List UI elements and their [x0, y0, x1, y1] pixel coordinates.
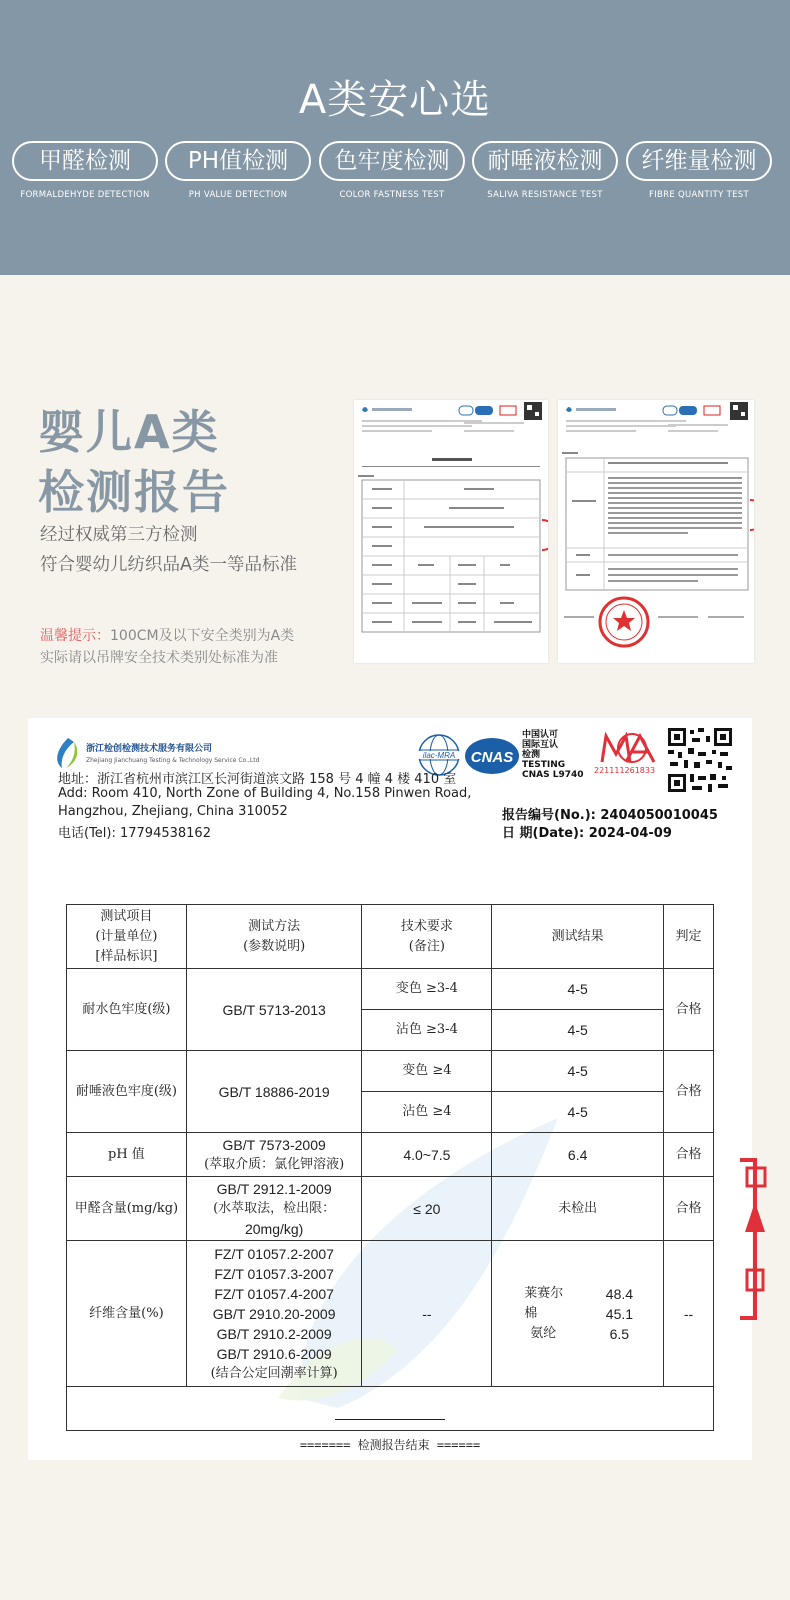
- address-en-line1: Add: Room 410, North Zone of Building 4, No.158 Pinwen Road,: [58, 786, 472, 801]
- pill-sub-ph: PH VALUE DETECTION: [188, 190, 288, 200]
- pill-ph: PH值检测: [165, 141, 311, 181]
- hcho-res: 未检出: [492, 1177, 664, 1241]
- fibre-result-name: 莱赛尔: [524, 1285, 564, 1301]
- hcho-method-line2: (水萃取法，检出限：: [213, 1200, 336, 1216]
- water-method: GB/T 5713-2013: [186, 969, 362, 1051]
- fibre-result-row: [496, 1304, 659, 1324]
- table-row: [67, 969, 714, 1010]
- test-report: [28, 718, 752, 1460]
- hcho-method: [186, 1177, 362, 1241]
- cert-line-4: TESTING: [522, 760, 566, 770]
- table-row: [67, 1133, 714, 1177]
- pill-sub-color-fastness: COLOR FASTNESS TEST: [339, 190, 445, 200]
- ph-method-line1: GB/T 7573-2009: [222, 1136, 326, 1153]
- cnas-cert-text: [522, 730, 584, 780]
- intro-title-line2: 检测报告: [38, 465, 230, 519]
- fibre-req: --: [362, 1241, 492, 1387]
- fibre-method-6: GB/T 2910.6-2009: [216, 1345, 332, 1362]
- cert-line-2: 国际互认: [522, 740, 559, 750]
- pill-sub-saliva: SALIVA RESISTANCE TEST: [487, 190, 603, 200]
- fibre-item: 纤维含量(%): [67, 1241, 187, 1387]
- header-method: [186, 905, 362, 969]
- table-header-row: [67, 905, 714, 969]
- intro-desc-line1: 经过权威第三方检测: [40, 525, 198, 545]
- fibre-method-3: FZ/T 01057.4-2007: [214, 1285, 334, 1302]
- header-item-line2: (计量单位): [95, 928, 158, 944]
- hcho-item: 甲醛含量(mg/kg): [67, 1177, 187, 1241]
- end-rule: [335, 1419, 445, 1420]
- company-logo-icon: [52, 736, 84, 770]
- intro-tip-line2: 实际请以吊牌安全技术类别处标准为准: [40, 650, 278, 666]
- address-cn: 地址：浙江省杭州市滨江区长河街道滨文路 158 号 4 幢 4 楼 410 室: [58, 772, 457, 787]
- header-method-line2: (参数说明): [243, 938, 306, 954]
- svg-text:ilac-MRA: ilac-MRA: [422, 751, 456, 760]
- saliva-req2: 沾色 ≥4: [362, 1092, 492, 1133]
- intro-tip-line1: [40, 625, 294, 645]
- report-date: 日 期(Date): 2024-04-09: [502, 826, 672, 841]
- saliva-res1: 4-5: [492, 1051, 664, 1092]
- saliva-req1: 变色 ≥4: [362, 1051, 492, 1092]
- report-page2-image: [558, 400, 754, 663]
- report-end-text: ======= 检测报告结束 ======: [299, 1438, 481, 1452]
- fibre-result-name: 棉: [524, 1305, 538, 1321]
- header-requirement: [362, 905, 492, 969]
- fibre-method-1: FZ/T 01057.2-2007: [214, 1245, 334, 1262]
- pill-fibre: 纤维量检测: [626, 141, 772, 181]
- hcho-verdict: 合格: [664, 1177, 714, 1241]
- hcho-method-line3: 20mg/kg): [244, 1220, 304, 1237]
- pill-sub-fibre: FIBRE QUANTITY TEST: [649, 190, 749, 200]
- tip-text: 100CM及以下安全类别为A类: [110, 628, 295, 644]
- banner-title: A类安心选: [298, 77, 492, 123]
- pill-sub-formaldehyde: FORMALDEHYDE DETECTION: [20, 190, 150, 200]
- empty-cell: [67, 1387, 714, 1431]
- ph-method: [186, 1133, 362, 1177]
- saliva-res2: 4-5: [492, 1092, 664, 1133]
- fibre-result-row: [496, 1324, 659, 1344]
- cert-line-3: 检测: [522, 750, 541, 760]
- report-thumbnail-page1: [354, 400, 548, 663]
- table-row: [67, 1241, 714, 1387]
- water-verdict: 合格: [664, 969, 714, 1051]
- saliva-method: GB/T 18886-2019: [186, 1051, 362, 1133]
- test-results-table: [66, 904, 714, 1431]
- fibre-result-value: 6.5: [609, 1325, 630, 1342]
- fibre-method-5: GB/T 2910.2-2009: [216, 1325, 332, 1342]
- partial-stamp-icon: [735, 1140, 790, 1340]
- fibre-method-2: FZ/T 01057.3-2007: [214, 1265, 334, 1282]
- saliva-item: 耐唾液色牢度(级): [67, 1051, 187, 1133]
- report-page1-image: [354, 400, 548, 663]
- cert-line-5: CNAS L9740: [522, 770, 584, 780]
- tip-label: 温馨提示：: [40, 628, 110, 644]
- header-item-line1: 测试项目: [100, 908, 153, 924]
- header-req-line1: 技术要求: [400, 918, 453, 934]
- report-thumbnail-page2: [558, 400, 754, 663]
- address-en-line2: Hangzhou, Zhejiang, China 310052: [58, 804, 288, 819]
- cma-number: 221111261833: [594, 766, 656, 775]
- cert-line-1: 中国认可: [522, 730, 559, 740]
- fibre-result-row: [496, 1284, 659, 1304]
- cnas-logo-icon: [464, 736, 520, 776]
- ph-method-line2: (萃取介质：氯化钾溶液): [204, 1156, 345, 1172]
- ph-verdict: 合格: [664, 1133, 714, 1177]
- company-name-cn: 浙江检创检测技术服务有限公司: [86, 744, 213, 754]
- saliva-verdict: 合格: [664, 1051, 714, 1133]
- fibre-verdict: --: [664, 1241, 714, 1387]
- ph-res: 6.4: [492, 1133, 664, 1177]
- header-verdict: 判定: [664, 905, 714, 969]
- header-result: 测试结果: [492, 905, 664, 969]
- water-res2: 4-5: [492, 1010, 664, 1051]
- fibre-method: [186, 1241, 362, 1387]
- header-req-line2: (备注): [408, 938, 445, 954]
- fibre-result-value: 45.1: [605, 1305, 634, 1322]
- water-item: 耐水色牢度(级): [67, 969, 187, 1051]
- table-row: [67, 1177, 714, 1241]
- company-name: [86, 744, 259, 766]
- pill-saliva: 耐唾液检测: [472, 141, 618, 181]
- hcho-method-line1: GB/T 2912.1-2009: [216, 1180, 332, 1197]
- ph-item: pH 值: [67, 1133, 187, 1177]
- pill-color-fastness: 色牢度检测: [319, 141, 465, 181]
- header-item-line3: [样品标识]: [95, 948, 158, 964]
- table-row: [67, 1051, 714, 1092]
- banner: [0, 0, 790, 275]
- intro-title-line1: 婴儿A类: [38, 405, 220, 459]
- fibre-result-name: 氨纶: [530, 1325, 557, 1341]
- report-number: 报告编号(No.): 2404050010045: [502, 808, 718, 823]
- svg-text:CNAS: CNAS: [470, 749, 514, 766]
- qr-code-icon: [666, 726, 734, 794]
- cma-logo-icon: [596, 732, 662, 766]
- water-req2: 沾色 ≥3-4: [362, 1010, 492, 1051]
- water-req1: 变色 ≥3-4: [362, 969, 492, 1010]
- water-res1: 4-5: [492, 969, 664, 1010]
- ph-req: 4.0~7.5: [362, 1133, 492, 1177]
- table-empty-row: [67, 1387, 714, 1431]
- pill-formaldehyde: 甲醛检测: [12, 141, 158, 181]
- fibre-results: [492, 1241, 664, 1387]
- hcho-req: ≤ 20: [362, 1177, 492, 1241]
- header-method-line1: 测试方法: [248, 918, 301, 934]
- fibre-method-4: GB/T 2910.20-2009: [212, 1305, 336, 1322]
- fibre-result-value: 48.4: [605, 1285, 634, 1302]
- company-name-en: Zhejiang Jianchuang Testing & Technology Service Co.,Ltd: [86, 757, 260, 764]
- intro-desc-line2: 符合婴幼儿纺织品A类一等品标准: [40, 555, 297, 575]
- fibre-method-7: (结合公定回潮率计算): [210, 1365, 338, 1381]
- header-item: [67, 905, 187, 969]
- phone: 电话(Tel): 17794538162: [58, 826, 211, 841]
